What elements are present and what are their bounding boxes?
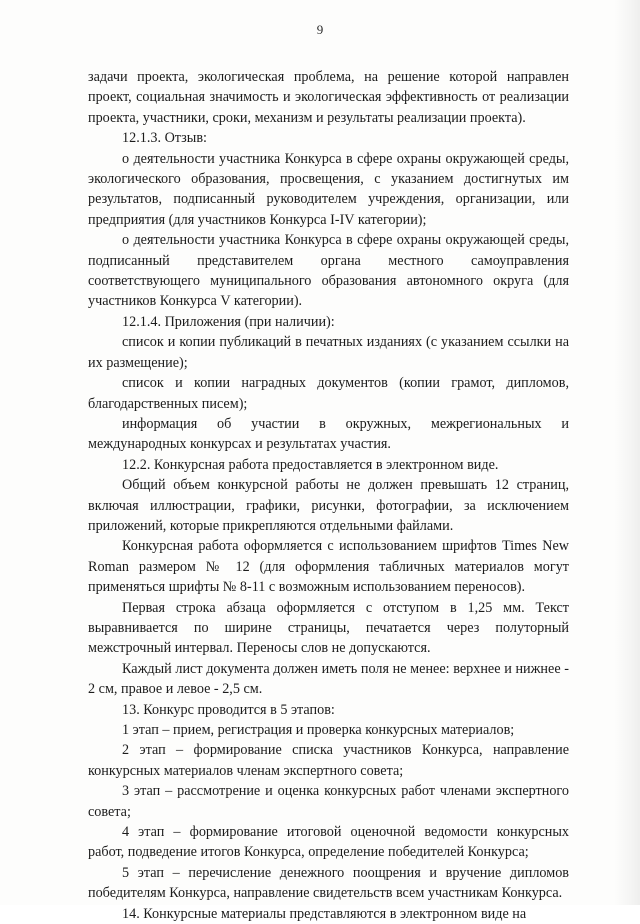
scan-shadow-edge — [614, 0, 640, 905]
paragraph-4: о деятельности участника Конкурса в сфере охраны окружающей среды, подписанный представителем органа местного самоуправления соответствующего муниципального образования автономного округа (для участников Конкурса V категории). — [88, 232, 569, 310]
document-body — [88, 67, 569, 924]
paragraph-10: Общий объем конкурсной работы не должен превышать 12 страниц, включая иллюстрации, графики, рисунки, фотографии, за исключением приложений, которые прикрепляются отдельными файлами. — [88, 477, 569, 534]
paragraph-8: информация об участии в окружных, межрегиональных и международных конкурсах и результатах участия. — [88, 415, 569, 453]
paragraph-6: список и копии публикаций в печатных изданиях (с указанием ссылки на их размещение); — [88, 334, 569, 371]
paragraph-1: задачи проекта, экологическая проблема, на решение которой направлен проект, социальная значимость и экологическая эффективность от реализации проекта, участники, сроки, механизм и результаты реализации проекта). — [88, 69, 569, 126]
page-number: 9 — [316, 22, 324, 37]
paragraph-17: 3 этап – рассмотрение и оценка конкурсных работ членами экспертного совета; — [88, 783, 569, 820]
paragraph-11: Конкурсная работа оформляется с использованием шрифтов Times New Roman размером № 12 (для оформления табличных материалов могут применяться шрифты № 8-11 с возможным использованием переносов). — [88, 538, 569, 596]
paragraph-14: 13. Конкурс проводится в 5 этапов: — [122, 701, 335, 718]
paragraph-2: 12.1.3. Отзыв: — [122, 130, 207, 147]
paragraph-16: 2 этап – формирование списка участников Конкурса, направление конкурсных материалов членам экспертного совета; — [88, 742, 569, 779]
paragraph-5: 12.1.4. Приложения (при наличии): — [122, 313, 335, 330]
paragraph-19: 5 этап – перечисление денежного поощрения и вручение дипломов победителям Конкурса, направление свидетельств всем участникам Конкурса. — [88, 864, 569, 902]
paragraph-20: 14. Конкурсные материалы представляются в электронном виде на — [122, 905, 527, 922]
paragraph-7: список и копии наградных документов (копии грамот, дипломов, благодарственных писем); — [88, 375, 569, 412]
paragraph-18: 4 этап – формирование итоговой оценочной ведомости конкурсных работ, подведение итогов Конкурса, определение победителей Конкурса; — [88, 824, 569, 861]
paragraph-9: 12.2. Конкурсная работа предоставляется в электронном виде. — [122, 456, 499, 473]
paragraph-12: Первая строка абзаца оформляется с отступом в 1,25 мм. Текст выравнивается по ширине страницы, печатается через полуторный межстрочный интервал. Переносы слов не допускаются. — [88, 599, 569, 657]
paragraph-3: о деятельности участника Конкурса в сфере охраны окружающей среды, экологического образования, просвещения, с указанием достигнутых им результатов, подписанный руководителем учреждения, организации, или предприятия (для участников Конкурса I-IV категории); — [88, 150, 569, 228]
paragraph-15: 1 этап – прием, регистрация и проверка конкурсных материалов; — [122, 722, 515, 738]
paragraph-13: Каждый лист документа должен иметь поля не менее: верхнее и нижнее - 2 см, правое и левое - 2,5 см. — [88, 660, 569, 698]
